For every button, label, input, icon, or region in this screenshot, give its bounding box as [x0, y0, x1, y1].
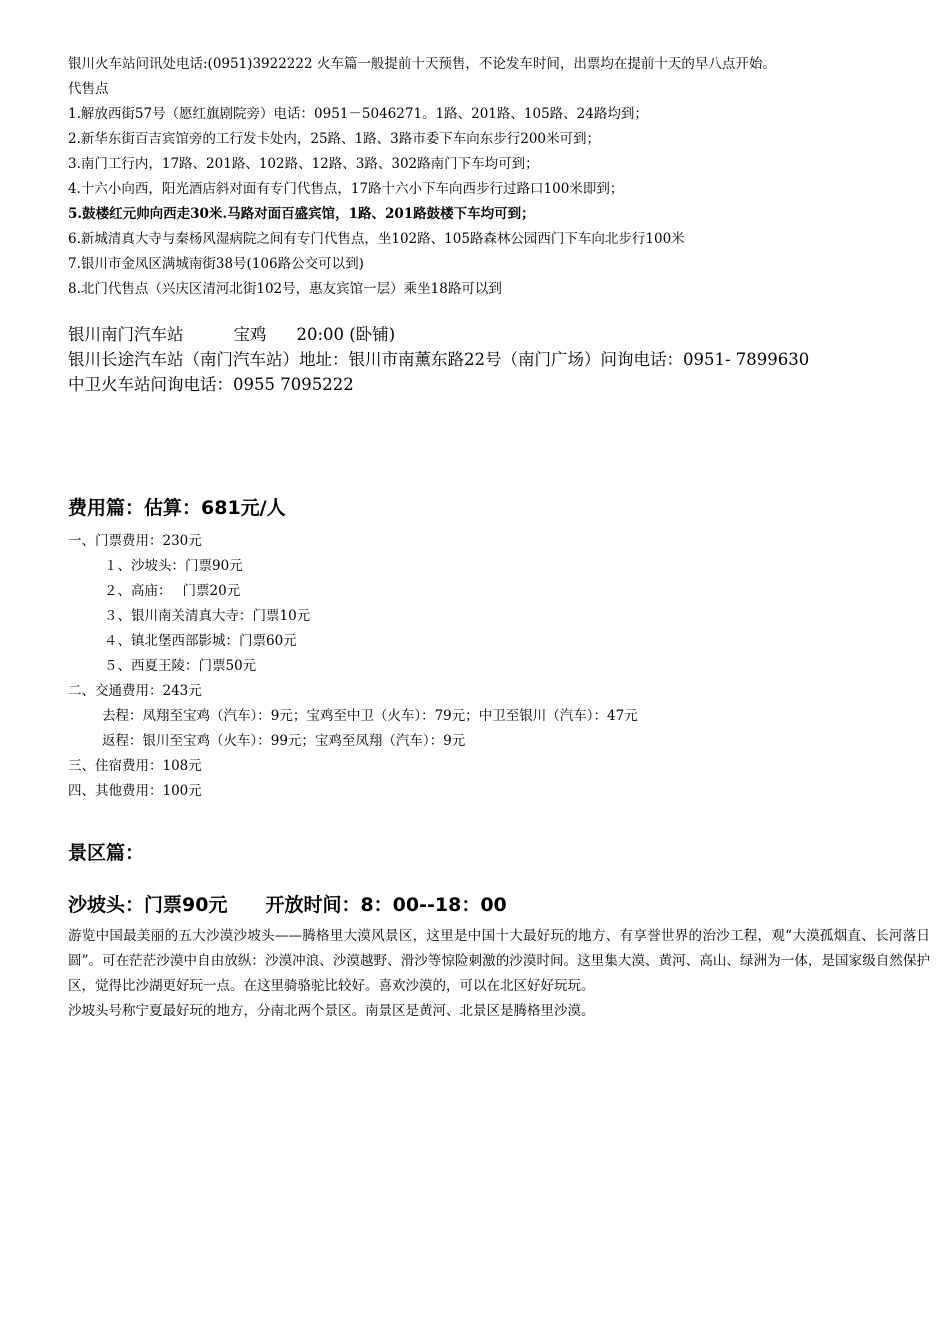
lodging-cost: 三、住宿费用：108元	[68, 758, 202, 774]
transport-cost-header: 二、交通费用：243元	[68, 683, 202, 699]
agency-point-6: 6.新城清真大寺与秦杨风湿病院之间有专门代售点，坐102路、105路森林公园西门下车向北步行100米	[68, 231, 685, 247]
ticket-item-5: ５、西夏王陵：门票50元	[104, 658, 257, 674]
agency-point-8: 8.北门代售点（兴庆区清河北街102号，惠友宾馆一层）乘坐18路可以到	[68, 281, 502, 297]
shapotou-summary: 沙坡头号称宁夏最好玩的地方，分南北两个景区。南景区是黄河、北景区是腾格里沙漠。	[68, 1003, 595, 1019]
agency-point-7: 7.银川市金凤区满城南街38号(106路公交可以到)	[68, 256, 364, 272]
cost-section-title: 费用篇：估算：681元/人	[68, 497, 286, 519]
zhongwei-station-phone: 中卫火车站问询电话：0955 7095222	[68, 375, 354, 394]
agency-point-1: 1.解放西街57号（愿红旗剧院旁）电话：0951－5046271。1路、201路、105路、24路均到；	[68, 106, 648, 122]
scenic-section-title: 景区篇：	[68, 842, 145, 864]
agency-point-2: 2.新华东街百吉宾馆旁的工行发卡处内，25路、1路、3路市委下车向东步行200米可到；	[68, 131, 601, 147]
bus-destination: 宝鸡	[233, 325, 267, 344]
transport-outbound: 去程：凤翔至宝鸡（汽车）：9元；宝鸡至中卫（火车）：79元；中卫至银川（汽车）：47元	[102, 708, 638, 724]
bus-station-address: 银川长途汽车站（南门汽车站）地址：银川市南薰东路22号（南门广场）问询电话：0951- 7899630	[68, 350, 810, 369]
bus-station: 银川南门汽车站	[68, 325, 184, 344]
bus-time: 20:00 (卧铺)	[296, 325, 396, 344]
agency-point-3: 3.南门工行内，17路、201路、102路、12路、3路、302路南门下车均可到；	[68, 156, 539, 172]
transport-return: 返程：银川至宝鸡（火车）：99元；宝鸡至凤翔（汽车）：9元	[102, 733, 466, 749]
agency-heading: 代售点	[68, 81, 109, 97]
ticket-item-3: ３、银川南关清真大寺：门票10元	[104, 608, 311, 624]
document-page	[68, 52, 933, 1024]
ticket-item-1: １、沙坡头：门票90元	[104, 558, 243, 574]
ticket-item-2: ２、高庙： 门票20元	[104, 583, 241, 599]
ticket-cost-header: 一、门票费用：230元	[68, 533, 202, 549]
shapotou-title: 沙坡头：门票90元 开放时间：8：00--18：00	[68, 894, 507, 916]
bus-schedule-line	[68, 322, 933, 347]
agency-point-5: 5.鼓楼红元帅向西走30米.马路对面百盛宾馆，1路、201路鼓楼下车均可到；	[68, 206, 535, 222]
other-cost: 四、其他费用：100元	[68, 783, 202, 799]
ticket-item-4: ４、镇北堡西部影城：门票60元	[104, 633, 297, 649]
shapotou-description: 游览中国最美丽的五大沙漠沙坡头——腾格里大漠风景区，这里是中国十大最好玩的地方、有享誉世界的治沙工程，观“大漠孤烟直、长河落日圆”。可在茫茫沙漠中自由放纵：沙漠冲浪、沙漠越野、滑沙等惊险刺激的沙漠时间。这里集大漠、黄河、高山、绿洲为一体，是国家级自然保护区，觉得比沙湖更好玩一点。在这里骑骆驼比较好。喜欢沙漠的，可以在北区好好玩玩。	[68, 928, 930, 994]
agency-point-4: 4.十六小向西，阳光酒店斜对面有专门代售点，17路十六小下车向西步行过路口100米即到；	[68, 181, 624, 197]
train-station-info: 银川火车站问讯处电话:(0951)3922222 火车篇一般提前十天预售，不论发车时间，出票均在提前十天的早八点开始。	[68, 56, 776, 72]
